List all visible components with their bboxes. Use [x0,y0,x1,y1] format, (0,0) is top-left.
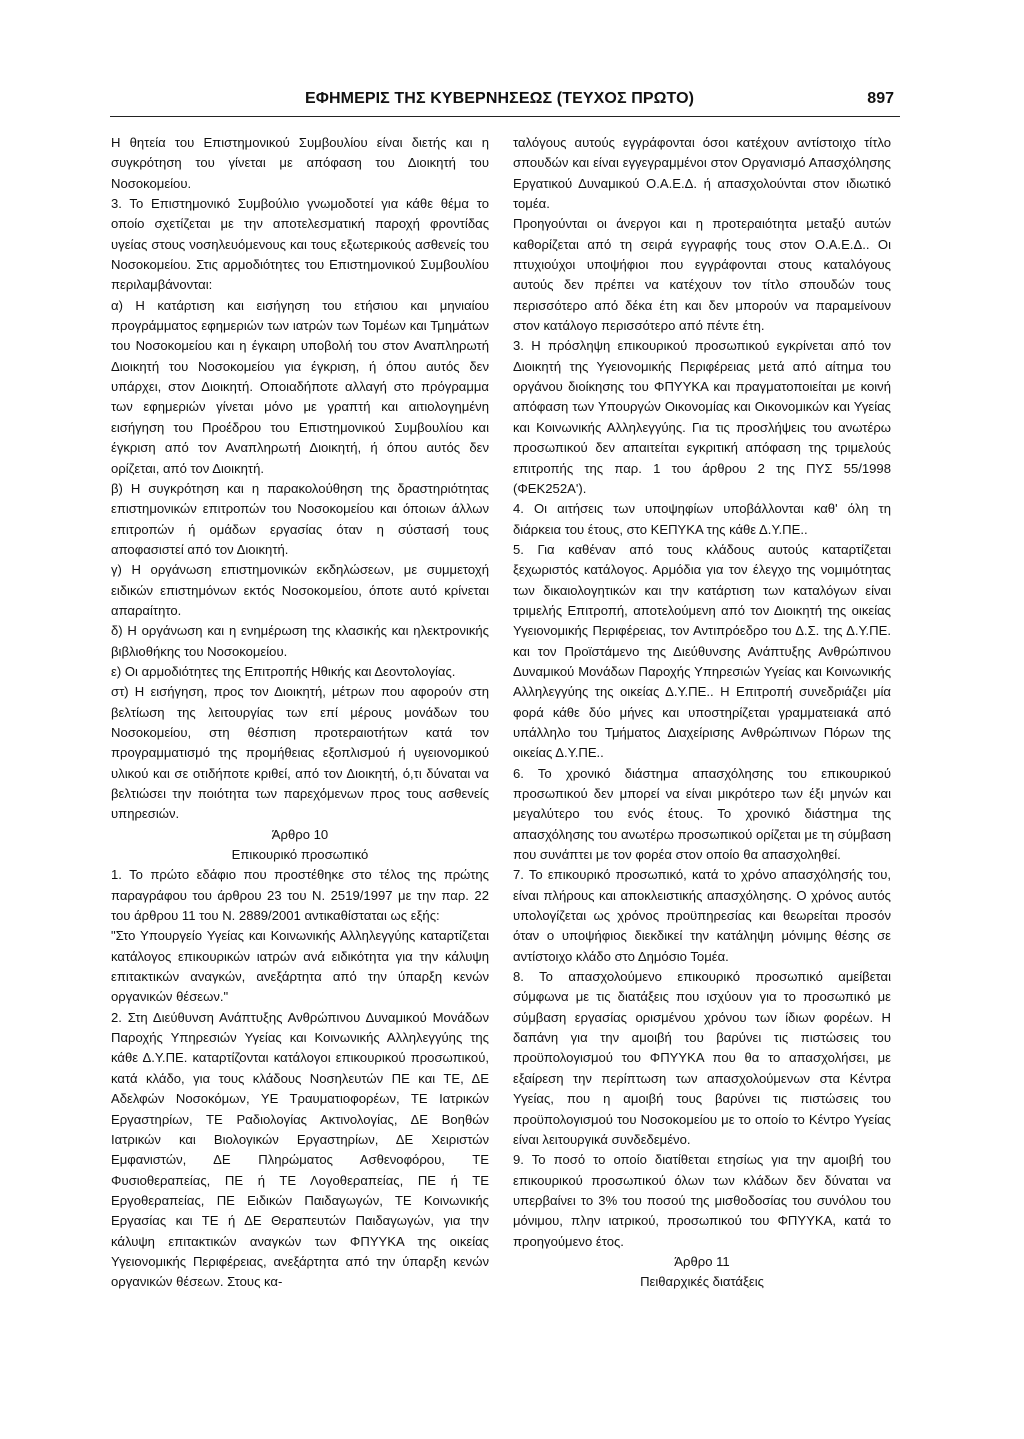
page-header [110,86,900,117]
article-heading: Άρθρο 11 [674,1253,730,1269]
left-column [111,133,489,1293]
paragraph: Προηγούνται οι άνεργοι και η προτεραιότητα μεταξύ αυτών καθορίζεται από τη σειρά εγγραφής τους στον Ο.Α.Ε.Δ.. Οι πτυχιούχοι υποψήφιοι που εγγράφονται στους καταλόγους αυτούς δεν πρέπει να κατέχουν τον τίτλο σπουδών τους περισσότερο από δέκα έτη και δεν μπορούν να παραμείνουν στον κατάλογο περισσότερο από πέντε έτη. [513,216,891,334]
paragraph: δ) Η οργάνωση και η ενημέρωση της κλασικής και ηλεκτρονικής βιβλιοθήκης του Νοσοκομείου. [111,623,489,659]
paragraph: στ) Η εισήγηση, προς τον Διοικητή, μέτρων που αφορούν στη βελτίωση της λειτουργίας των επί μέρους μονάδων του Νοσοκομείου, στη θέσπιση προτεραιοτήτων κατά τον προγραμματισμό της προμήθειας εξοπλισμού ή υγειονομικού υλικού και σε οτιδήποτε κριθεί, από τον Διοικητή, ό,τι δύναται να βελτιώσει την ποιότητα των παρεχόμενων προς τους ασθενείς υπηρεσιών. [111,684,489,822]
paragraph: 8. Το απασχολούμενο επικουρικό προσωπικό αμείβεται σύμφωνα με τις διατάξεις που ισχύουν για το προσωπικό με σύμβαση εργασίας ορισμένου χρόνου των ίδιων φορέων. Η δαπάνη για την αμοιβή του βαρύνει τις πιστώσεις του προϋπολογισμού του ΦΠΥΥΚΑ που θα το απασχολήσει, με εξαίρεση την περίπτωση των απασχολούμενων στα Κέντρα Υγείας, που η αμοιβή τους βαρύνει τις πιστώσεις του προϋπολογισμού του Νοσοκομείου με το οποίο το Κέντρο Υγείας είναι λειτουργικά συνδεδεμένο. [513,969,891,1147]
paragraph: 3. Η πρόσληψη επικουρικού προσωπικού εγκρίνεται από τον Διοικητή της Υγειονομικής Περιφέρειας μετά από αίτημα του οργάνου διοίκησης του ΦΠΥΥΚΑ και πραγματοποιείται με κοινή απόφαση των Υπουργών Οικονομίας και Οικονομικών και Υγείας και Κοινωνικής Αλληλεγγύης. Για τις προσλήψεις του ανωτέρω προσωπικού δεν απαιτείται εγκριτική απόφαση της τριμελούς επιτροπής της παρ. 1 του άρθρου 2 της ΠΥΣ 55/1998 (ΦΕΚ252Α'). [513,338,891,496]
paragraph: ταλόγους αυτούς εγγράφονται όσοι κατέχουν αντίστοιχο τίτλο σπουδών και είναι εγγεγραμμένοι στον Οργανισμό Απασχόλησης Εργατικού Δυναμικού Ο.Α.Ε.Δ. ή απασχολούνται στον ιδιωτικό τομέα. [513,135,891,212]
paragraph: β) Η συγκρότηση και η παρακολούθηση της δραστηριότητας επιστημονικών επιτροπών του Νοσοκομείου και όποιων άλλων επιτροπών ή ομάδων εργασίας όταν η σύστασή τους αποφασιστεί από τον Διοικητή. [111,480,489,557]
gazette-title: ΕΦΗΜΕΡΙΣ ΤΗΣ ΚΥΒΕΡΝΗΣΕΩΣ (ΤΕΥΧΟΣ ΠΡΩΤΟ) [305,90,695,107]
paragraph: α) Η κατάρτιση και εισήγηση του ετήσιου και μηνιαίου προγράμματος εφημεριών των ιατρών των Τομέων και Τμημάτων του Νοσοκομείου και η έγκαιρη υποβολή του στον Αναπληρωτή Διοικητή του Νοσοκομείου για έγκριση, ή όπου αυτός δεν υπάρχει, στον Διοικητή. Οποιαδήποτε αλλαγή στο πρόγραμμα των εφημεριών γίνεται μόνο με γραπτή και αιτιολογημένη εισήγηση του Προέδρου του Επιστημονικού Συμβουλίου και έγκριση από τον Αναπληρωτή Διοικητή, ή όπου αυτός δεν ορίζεται, από τον Διοικητή. [111,297,489,476]
page-number: 897 [867,90,894,107]
article-subheading: Πειθαρχικές διατάξεις [640,1274,764,1290]
paragraph: 5. Για καθέναν από τους κλάδους αυτούς καταρτίζεται ξεχωριστός κατάλογος. Αρμόδια για τον έλεγχο της νομιμότητας των δικαιολογητικών και την κατάρτιση των καταλόγων είναι τριμελής Επιτροπή, αποτελούμενη από τον Διοικητή της οικείας Υγειονομικής Περιφέρειας, τον Αντιπρόεδρο του Δ.Σ. της Δ.Υ.ΠΕ. και τον Προϊστάμενο της Διεύθυνσης Ανάπτυξης Ανθρώπινου Δυναμικού Μονάδων Παροχής Υπηρεσιών Υγείας και Κοινωνικής Αλληλεγγύης της οικείας Δ.Υ.ΠΕ.. Η Επιτροπή συνεδριάζει μία φορά κάθε δύο μήνες και υποστηρίζεται γραμματειακά από υπάλληλο του Τμήματος Διαχείρισης Ανθρώπινων Πόρων της οικείας Δ.Υ.ΠΕ.. [513,541,891,761]
article-heading: Άρθρο 10 [271,826,329,842]
paragraph: 6. Το χρονικό διάστημα απασχόλησης του επικουρικού προσωπικού δεν μπορεί να είναι μικρότερο των έξι μηνών και μεγαλύτερο του ενός έτους. Το χρονικό διάστημα της απασχόλησης του ανωτέρω προσωπικού ορίζεται με τη σύμβαση που συνάπτει με τον φορέα στον οποίο θα απασχοληθεί. [513,765,891,863]
article-subheading: Επικουρικό προσωπικό [231,847,369,863]
paragraph: 2. Στη Διεύθυνση Ανάπτυξης Ανθρώπινου Δυναμικού Μονάδων Παροχής Υπηρεσιών Υγείας και Κοινωνικής Αλληλεγγύης της κάθε Δ.Υ.ΠΕ. καταρτίζονται κατάλογοι επικουρικού προσωπικού, κατά κλάδο, για τους κλάδους Νοσηλευτών ΠΕ και ΤΕ, ΔΕ Αδελφών Νοσοκόμων, ΥΕ Τραυματιοφορέων, ΤΕ Ιατρικών Εργαστηρίων, ΤΕ Ραδιολογίας Ακτινολογίας, ΔΕ Βοηθών Ιατρικών και Βιολογικών Εργαστηρίων, ΔΕ Χειριστών Εμφανιστών, ΔΕ Πληρώματος Ασθενοφόρου, ΤΕ Φυσιοθεραπείας, ΠΕ ή ΤΕ Λογοθεραπείας, ΠΕ ή ΤΕ Εργοθεραπείας, ΠΕ Ειδικών Παιδαγωγών, ΤΕ Κοινωνικής Εργασίας και ΤΕ ή ΔΕ Θεραπευτών Παιδαγωγών, για την κάλυψη επιτακτικών αναγκών των ΦΠΥΥΚΑ της οικείας Υγειονομικής Περιφέρειας, ανεξάρτητα από την ύπαρξη κενών οργανικών θέσεων. Στους κα- [111,1009,489,1290]
right-column [513,133,891,1293]
paragraph: 9. Το ποσό το οποίο διατίθεται ετησίως για την αμοιβή του επικουρικού προσωπικού όλων των κλάδων δεν δύναται να υπερβαίνει το 3% του ποσού της μισθοδοσίας του συνόλου του μόνιμου, πλην ιατρικού, προσωπικού του ΦΠΥΥΚΑ, κατά το προηγούμενο έτος. [513,1152,891,1249]
paragraph: Η θητεία του Επιστημονικού Συμβουλίου είναι διετής και η συγκρότηση του γίνεται με απόφαση του Διοικητή του Νοσοκομείου. [111,135,489,191]
paragraph: 3. Το Επιστημονικό Συμβούλιο γνωμοδοτεί για κάθε θέμα το οποίο σχετίζεται με την αποτελεσματική παροχή φροντίδας υγείας στους νοσηλευόμενους και τους εξωτερικούς ασθενείς του Νοσοκομείου. Στις αρμοδιότητες του Επιστημονικού Συμβουλίου περιλαμβάνονται: [111,196,489,293]
paragraph: 1. Το πρώτο εδάφιο που προστέθηκε στο τέλος της πρώτης παραγράφου του άρθρου 23 του Ν. 2519/1997 με την παρ. 22 του άρθρου 11 του Ν. 2889/2001 αντικαθίσταται ως εξής: [111,867,489,924]
paragraph: 4. Οι αιτήσεις των υποψηφίων υποβάλλονται καθ' όλη τη διάρκεια του έτους, στο ΚΕΠΥΚΑ της κάθε Δ.Υ.ΠΕ.. [513,501,891,537]
paragraph: ε) Οι αρμοδιότητες της Επιτροπής Ηθικής και Δεοντολογίας. [111,663,456,679]
paragraph: γ) Η οργάνωση επιστημονικών εκδηλώσεων, με συμμετοχή ειδικών επιστημόνων εκτός Νοσοκομείου, όποτε αυτό κρίνεται απαραίτητο. [111,562,489,618]
paragraph: "Στο Υπουργείο Υγείας και Κοινωνικής Αλληλεγγύης καταρτίζεται κατάλογος επικουρικών ιατρών ανά ειδικότητα για την κάλυψη επιτακτικών αναγκών, ανεξάρτητα από την ύπαρξη κενών οργανικών θέσεων." [111,928,489,1005]
paragraph: 7. Το επικουρικό προσωπικό, κατά το χρόνο απασχόλησής του, είναι πλήρους και αποκλειστικής απασχόλησης. Ο χρόνος αυτός υπολογίζεται ως χρόνος προϋπηρεσίας και θεωρείται προσόν όταν ο υποψήφιος διεκδικεί την κατάληψη μόνιμης θέσης σε αντίστοιχο κλάδο στο Δημόσιο Τομέα. [513,867,891,964]
